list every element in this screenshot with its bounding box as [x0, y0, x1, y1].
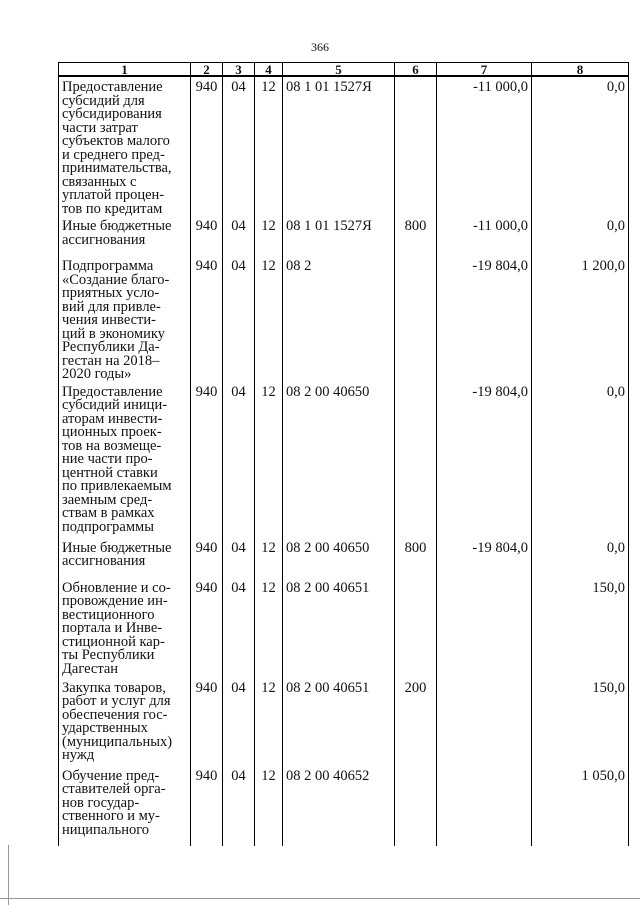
admin-code-cell: 940 [191, 76, 223, 216]
expense-type-cell [395, 578, 437, 678]
expense-type-cell: 800 [395, 538, 437, 578]
total-amount-cell: 0,0 [532, 216, 629, 256]
row-name-line: подпрограммы [62, 518, 154, 535]
admin-code-cell: 940 [191, 678, 223, 766]
row-name-cell [59, 766, 191, 846]
row-name-line: ственного и му- [62, 808, 160, 824]
subsection-cell: 12 [255, 216, 283, 256]
row-name-line: Обновление и со- [62, 579, 171, 596]
total-amount-cell: 1 200,0 [532, 256, 629, 382]
row-name-line: ционных проек- [62, 424, 162, 440]
change-amount-cell: -19 804,0 [437, 538, 532, 578]
target-article-cell: 08 2 00 40651 [283, 578, 395, 678]
table-row [59, 578, 629, 678]
row-name-line: уплатой процен- [62, 187, 165, 203]
row-name-line: ты Республики [62, 647, 155, 663]
expense-type-cell [395, 256, 437, 382]
target-article-cell: 08 2 00 40650 [283, 382, 395, 538]
section-cell: 04 [223, 678, 255, 766]
change-amount-cell: -11 000,0 [437, 76, 532, 216]
expense-type-cell [395, 76, 437, 216]
row-name-cell [59, 76, 191, 216]
column-header: 4 [255, 63, 283, 77]
admin-code-cell: 940 [191, 538, 223, 578]
table-row [59, 538, 629, 578]
total-amount-cell: 1 050,0 [532, 766, 629, 846]
section-cell: 04 [223, 766, 255, 846]
row-name-line: «Создание благо- [62, 271, 170, 288]
row-name-line: Иные бюджетные [62, 218, 172, 234]
section-cell: 04 [223, 578, 255, 678]
subsection-cell: 12 [255, 766, 283, 846]
row-name-line: принимательства, [62, 160, 172, 176]
row-name-line: Предоставление [62, 383, 163, 400]
total-amount-cell: 150,0 [532, 678, 629, 766]
row-name-line: субсидий для [62, 92, 145, 109]
row-name-line: Дагестан [62, 660, 119, 677]
scan-edge-line [0, 898, 640, 899]
subsection-cell: 12 [255, 678, 283, 766]
total-amount-cell: 150,0 [532, 578, 629, 678]
target-article-cell: 08 1 01 1527Я [283, 76, 395, 216]
expense-type-cell: 200 [395, 678, 437, 766]
row-name-line: части затрат [62, 119, 138, 136]
row-name-cell [59, 256, 191, 382]
subsection-cell: 12 [255, 382, 283, 538]
row-name-line: ударственных [62, 720, 148, 736]
admin-code-cell: 940 [191, 578, 223, 678]
row-name-line: ассигнования [62, 231, 146, 248]
change-amount-cell: -19 804,0 [437, 382, 532, 538]
row-name-line: ниципального [62, 821, 150, 838]
column-header: 2 [191, 63, 223, 77]
admin-code-cell: 940 [191, 382, 223, 538]
subsection-cell: 12 [255, 76, 283, 216]
table-row [59, 382, 629, 538]
row-name-line: гестан на 2018– [62, 352, 160, 369]
row-name-line: центной ставки [62, 464, 158, 481]
total-amount-cell: 0,0 [532, 76, 629, 216]
section-cell: 04 [223, 256, 255, 382]
change-amount-cell [437, 578, 532, 678]
row-name-line: ставителей орга- [62, 781, 166, 797]
row-name-line: Предоставление [62, 79, 163, 95]
row-name-line: по привлекаемым [62, 478, 172, 494]
total-amount-cell: 0,0 [532, 538, 629, 578]
target-article-cell: 08 2 00 40651 [283, 678, 395, 766]
table-body [59, 76, 629, 846]
target-article-cell: 08 2 00 40650 [283, 538, 395, 578]
row-name-line: обеспечения гос- [62, 706, 168, 723]
row-name-line: портала и Инве- [62, 620, 163, 636]
row-name-line: ние части про- [62, 451, 153, 467]
table-row [59, 76, 629, 216]
admin-code-cell: 940 [191, 256, 223, 382]
page-number: 366 [311, 40, 329, 54]
column-header: 6 [395, 63, 437, 77]
row-name-line: вестиционного [62, 606, 155, 623]
budget-table [58, 62, 629, 846]
table-row [59, 256, 629, 382]
change-amount-cell [437, 678, 532, 766]
table-row [59, 678, 629, 766]
admin-code-cell: 940 [191, 766, 223, 846]
target-article-cell: 08 2 [283, 256, 395, 382]
subsection-cell: 12 [255, 256, 283, 382]
row-name-line: 2020 годы» [62, 366, 132, 382]
section-cell: 04 [223, 216, 255, 256]
row-name-line: чения инвести- [62, 312, 156, 328]
column-header: 8 [532, 63, 629, 77]
row-name-line: Подпрограмма [62, 258, 154, 274]
row-name-line: тов на возмеще- [62, 437, 162, 454]
row-name-line: субъектов малого [62, 133, 170, 149]
admin-code-cell: 940 [191, 216, 223, 256]
section-cell: 04 [223, 382, 255, 538]
row-name-line: и среднего пред- [62, 146, 165, 163]
row-name-line: работ и услуг для [62, 693, 171, 709]
column-header: 5 [283, 63, 395, 77]
section-cell: 04 [223, 538, 255, 578]
row-name-line: вий для привле- [62, 298, 161, 315]
row-name-line: стиционной кар- [62, 633, 165, 650]
target-article-cell: 08 2 00 40652 [283, 766, 395, 846]
total-amount-cell: 0,0 [532, 382, 629, 538]
row-name-line: Республики Да- [62, 339, 160, 355]
expense-type-cell [395, 766, 437, 846]
target-article-cell: 08 1 01 1527Я [283, 216, 395, 256]
section-cell: 04 [223, 76, 255, 216]
row-name-line: субсидирования [62, 106, 162, 122]
row-name-cell [59, 678, 191, 766]
subsection-cell: 12 [255, 578, 283, 678]
change-amount-cell: -11 000,0 [437, 216, 532, 256]
row-name-line: тов по кредитам [62, 200, 163, 217]
row-name-line: приятных усло- [62, 285, 160, 301]
row-name-line: Обучение пред- [62, 767, 160, 784]
row-name-line: аторам инвести- [62, 410, 163, 427]
row-name-line: провождение ин- [62, 593, 168, 609]
row-name-line: субсидий иници- [62, 397, 168, 413]
column-header: 7 [437, 63, 532, 77]
row-name-cell [59, 382, 191, 538]
row-name-line: ассигнования [62, 553, 146, 569]
row-name-line: связанных с [62, 173, 137, 190]
table-row [59, 216, 629, 256]
column-header: 3 [223, 63, 255, 77]
column-header: 1 [59, 63, 191, 77]
expense-type-cell: 800 [395, 216, 437, 256]
row-name-line: заемным сред- [62, 491, 153, 508]
row-name-cell [59, 578, 191, 678]
header-row [59, 63, 629, 77]
row-name-line: (муниципальных) [62, 733, 173, 750]
row-name-cell [59, 216, 191, 256]
row-name-line: ций в экономику [62, 325, 165, 342]
row-name-cell [59, 538, 191, 578]
row-name-line: нов государ- [62, 794, 140, 811]
scan-edge-mark [8, 845, 9, 905]
change-amount-cell: -19 804,0 [437, 256, 532, 382]
change-amount-cell [437, 766, 532, 846]
subsection-cell: 12 [255, 538, 283, 578]
row-name-line: нужд [62, 747, 95, 763]
table-row [59, 766, 629, 846]
row-name-line: Иные бюджетные [62, 539, 172, 556]
row-name-line: Закупка товаров, [62, 679, 166, 696]
expense-type-cell [395, 382, 437, 538]
row-name-line: ствам в рамках [62, 505, 155, 521]
